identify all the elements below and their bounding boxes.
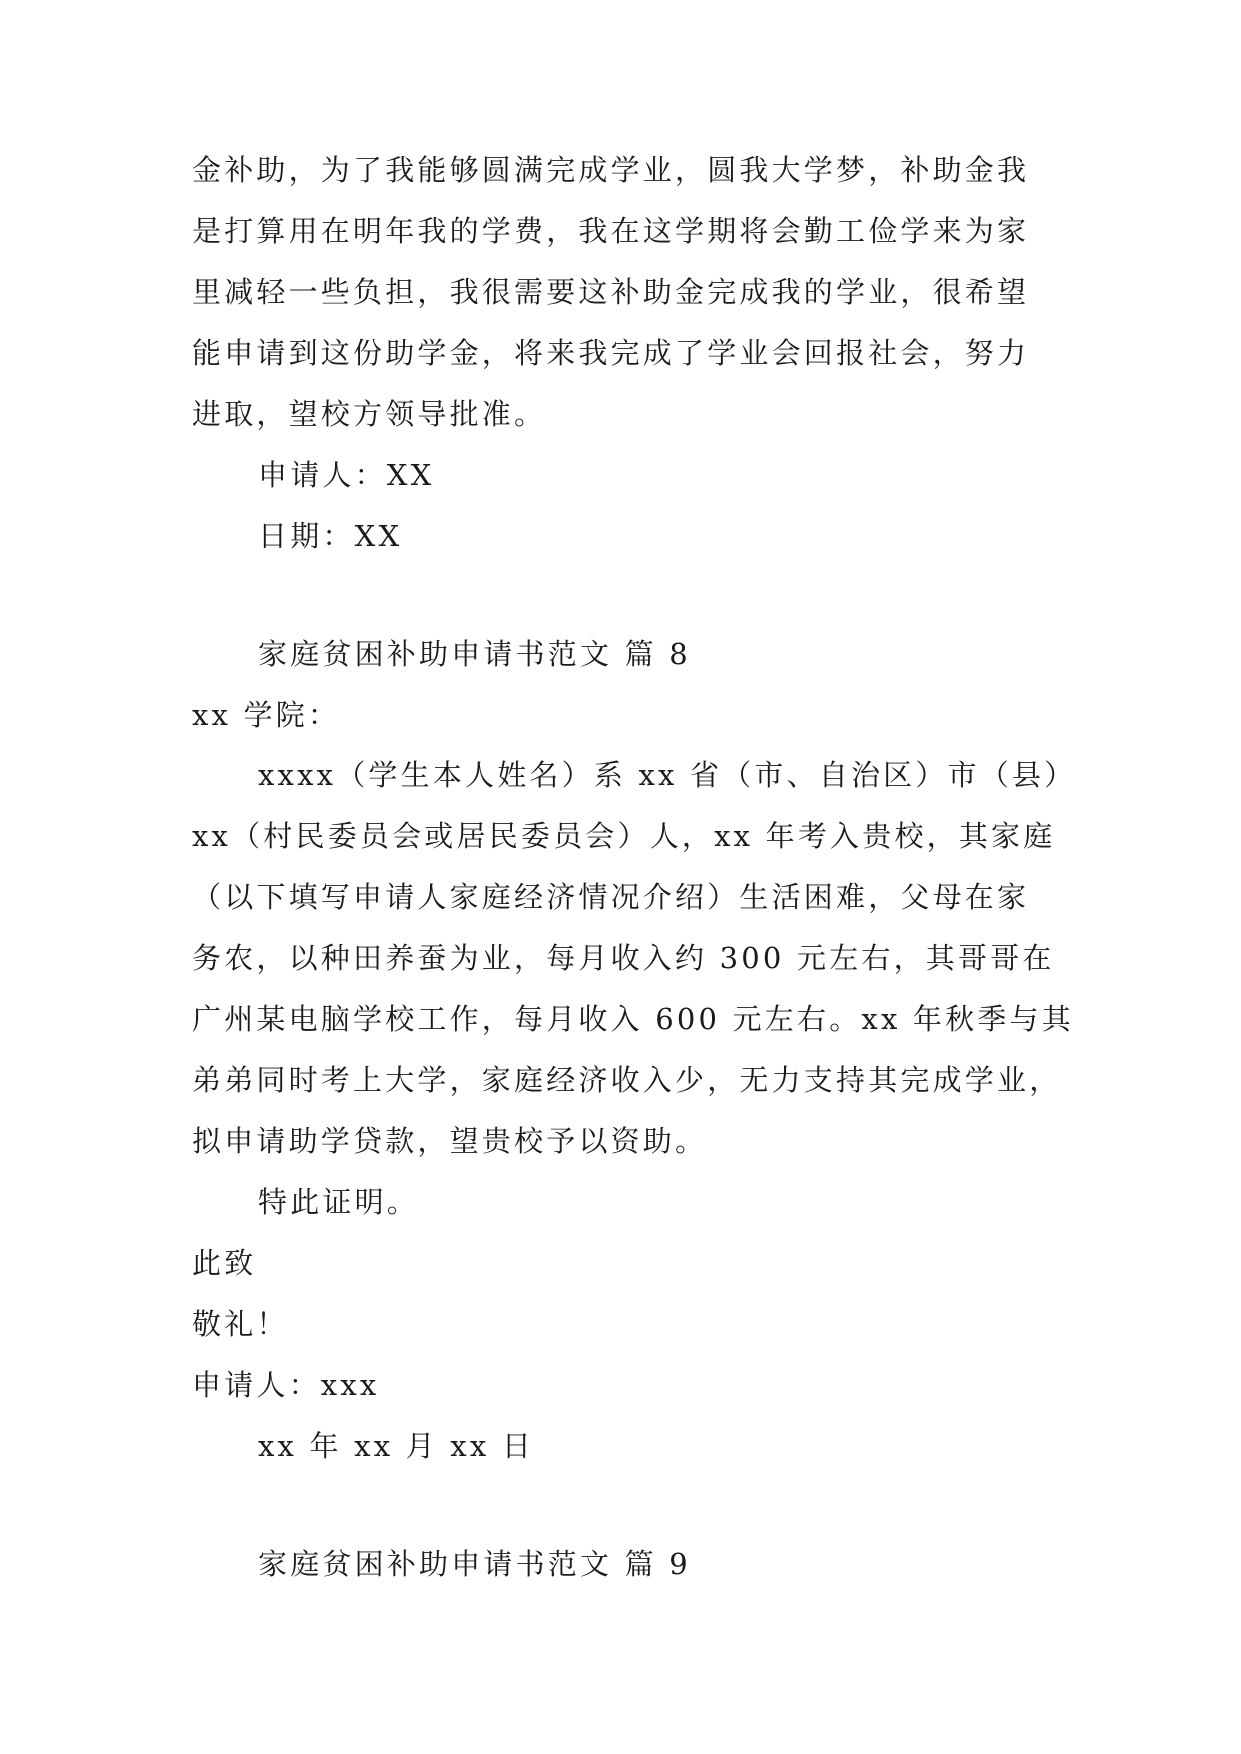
certify-line: 特此证明。 xyxy=(258,1185,420,1219)
paragraph-line: xxxx（学生本人姓名）系 xx 省（市、自治区）市（县） xyxy=(258,758,1077,792)
applicant-line: 申请人：XX xyxy=(258,458,435,492)
paragraph-line: 拟申请助学贷款，望贵校予以资助。 xyxy=(192,1124,708,1158)
paragraph-line: 里减轻一些负担，我很需要这补助金完成我的学业，很希望 xyxy=(192,275,1030,309)
date-line: xx 年 xx 月 xx 日 xyxy=(258,1429,535,1463)
paragraph-line: 金补助，为了我能够圆满完成学业，圆我大学梦，补助金我 xyxy=(192,153,1030,187)
paragraph-line: xx（村民委员会或居民委员会）人，xx 年考入贵校，其家庭 xyxy=(192,819,1056,853)
salutation: xx 学院： xyxy=(192,698,341,732)
closing-line: 此致 xyxy=(192,1246,257,1280)
paragraph-line: 务农，以种田养蚕为业，每月收入约 300 元左右，其哥哥在 xyxy=(192,941,1055,975)
paragraph-line: 能申请到这份助学金，将来我完成了学业会回报社会，努力 xyxy=(192,336,1030,370)
paragraph-line: 进取，望校方领导批准。 xyxy=(192,397,547,431)
paragraph-line: （以下填写申请人家庭经济情况介绍）生活困难，父母在家 xyxy=(192,880,1030,914)
paragraph-line: 弟弟同时考上大学，家庭经济收入少，无力支持其完成学业， xyxy=(192,1063,1062,1097)
applicant-line: 申请人：xxx xyxy=(192,1368,380,1402)
date-line: 日期：XX xyxy=(258,519,403,553)
section-heading: 家庭贫困补助申请书范文 篇 9 xyxy=(258,1547,691,1581)
closing-line: 敬礼！ xyxy=(192,1307,289,1341)
section-heading: 家庭贫困补助申请书范文 篇 8 xyxy=(258,637,691,671)
paragraph-line: 广州某电脑学校工作，每月收入 600 元左右。xx 年秋季与其 xyxy=(192,1002,1074,1036)
paragraph-line: 是打算用在明年我的学费，我在这学期将会勤工俭学来为家 xyxy=(192,214,1030,248)
